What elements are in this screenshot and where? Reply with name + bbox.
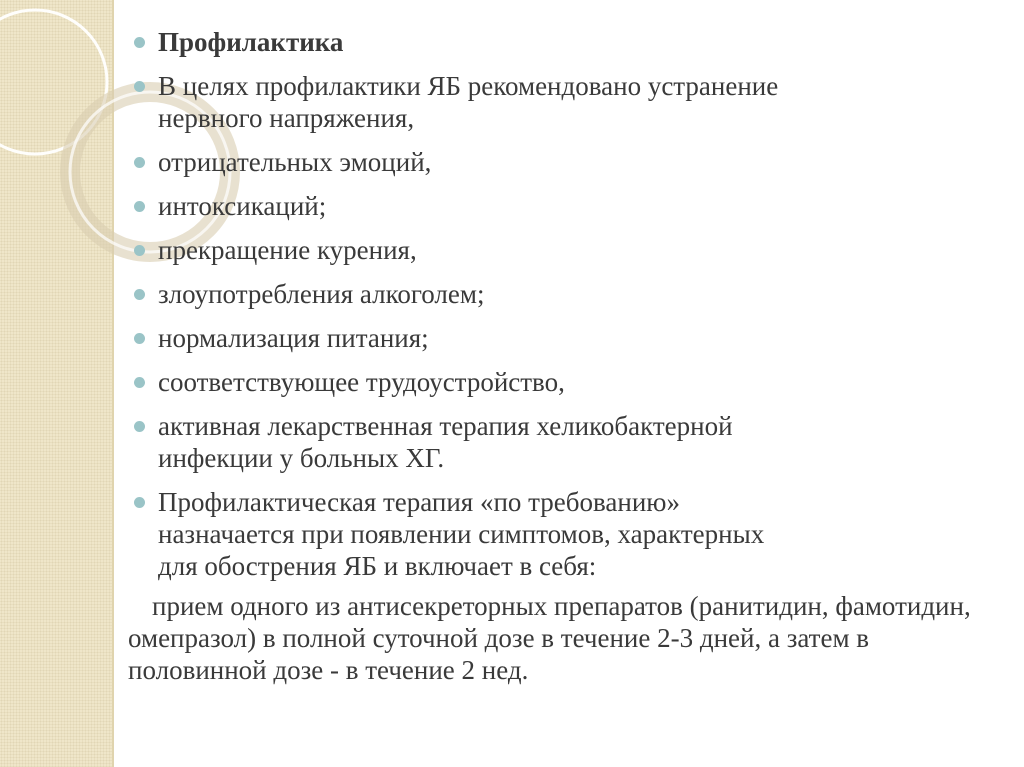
bullet-text: соответствующее трудоустройство,: [158, 367, 565, 397]
bullet-item: [128, 410, 988, 474]
bullet-dot-icon: [134, 333, 145, 344]
bullet-dot-icon: [134, 81, 145, 92]
decorative-side-panel: [0, 0, 112, 767]
bullet-item: [128, 366, 988, 398]
bullet-dot-icon: [134, 37, 145, 48]
bullet-item: [128, 278, 988, 310]
bullet-item-title: [128, 26, 988, 58]
bullet-list: [128, 26, 988, 582]
bullet-text: злоупотребления алкоголем;: [158, 279, 485, 309]
body-paragraph: прием одного из антисекреторных препаратов (ранитидин, фамотидин, омепразол) в полной суточной дозе в течение 2-3 дней, а затем в половинной дозе - в течение 2 нед.: [128, 591, 971, 685]
bullet-text: Профилактическая терапия «по требованию» назначается при появлении симптомов, характерных для обострения ЯБ и включает в себя:: [158, 487, 765, 581]
bullet-item: [128, 70, 988, 134]
bullet-item: [128, 322, 988, 354]
bullet-item: [128, 190, 988, 222]
bullet-dot-icon: [134, 421, 145, 432]
slide-title: Профилактика: [158, 27, 344, 57]
bullet-text: активная лекарственная терапия хеликобактерной инфекции у больных ХГ.: [158, 411, 733, 473]
bullet-text: нормализация питания;: [158, 323, 429, 353]
bullet-dot-icon: [134, 201, 145, 212]
slide-content: [128, 26, 988, 686]
bullet-text: В целях профилактики ЯБ рекомендовано устранение нервного напряжения,: [158, 71, 779, 133]
bullet-item: [128, 146, 988, 178]
bullet-dot-icon: [134, 245, 145, 256]
bullet-dot-icon: [134, 157, 145, 168]
panel-divider: [112, 0, 114, 767]
bullet-text: прекращение курения,: [158, 235, 417, 265]
bullet-dot-icon: [134, 497, 145, 508]
bullet-dot-icon: [134, 377, 145, 388]
bullet-dot-icon: [134, 289, 145, 300]
bullet-item: [128, 234, 988, 266]
bullet-text: интоксикаций;: [158, 191, 327, 221]
bullet-text: отрицательных эмоций,: [158, 147, 432, 177]
bullet-item: [128, 486, 988, 582]
